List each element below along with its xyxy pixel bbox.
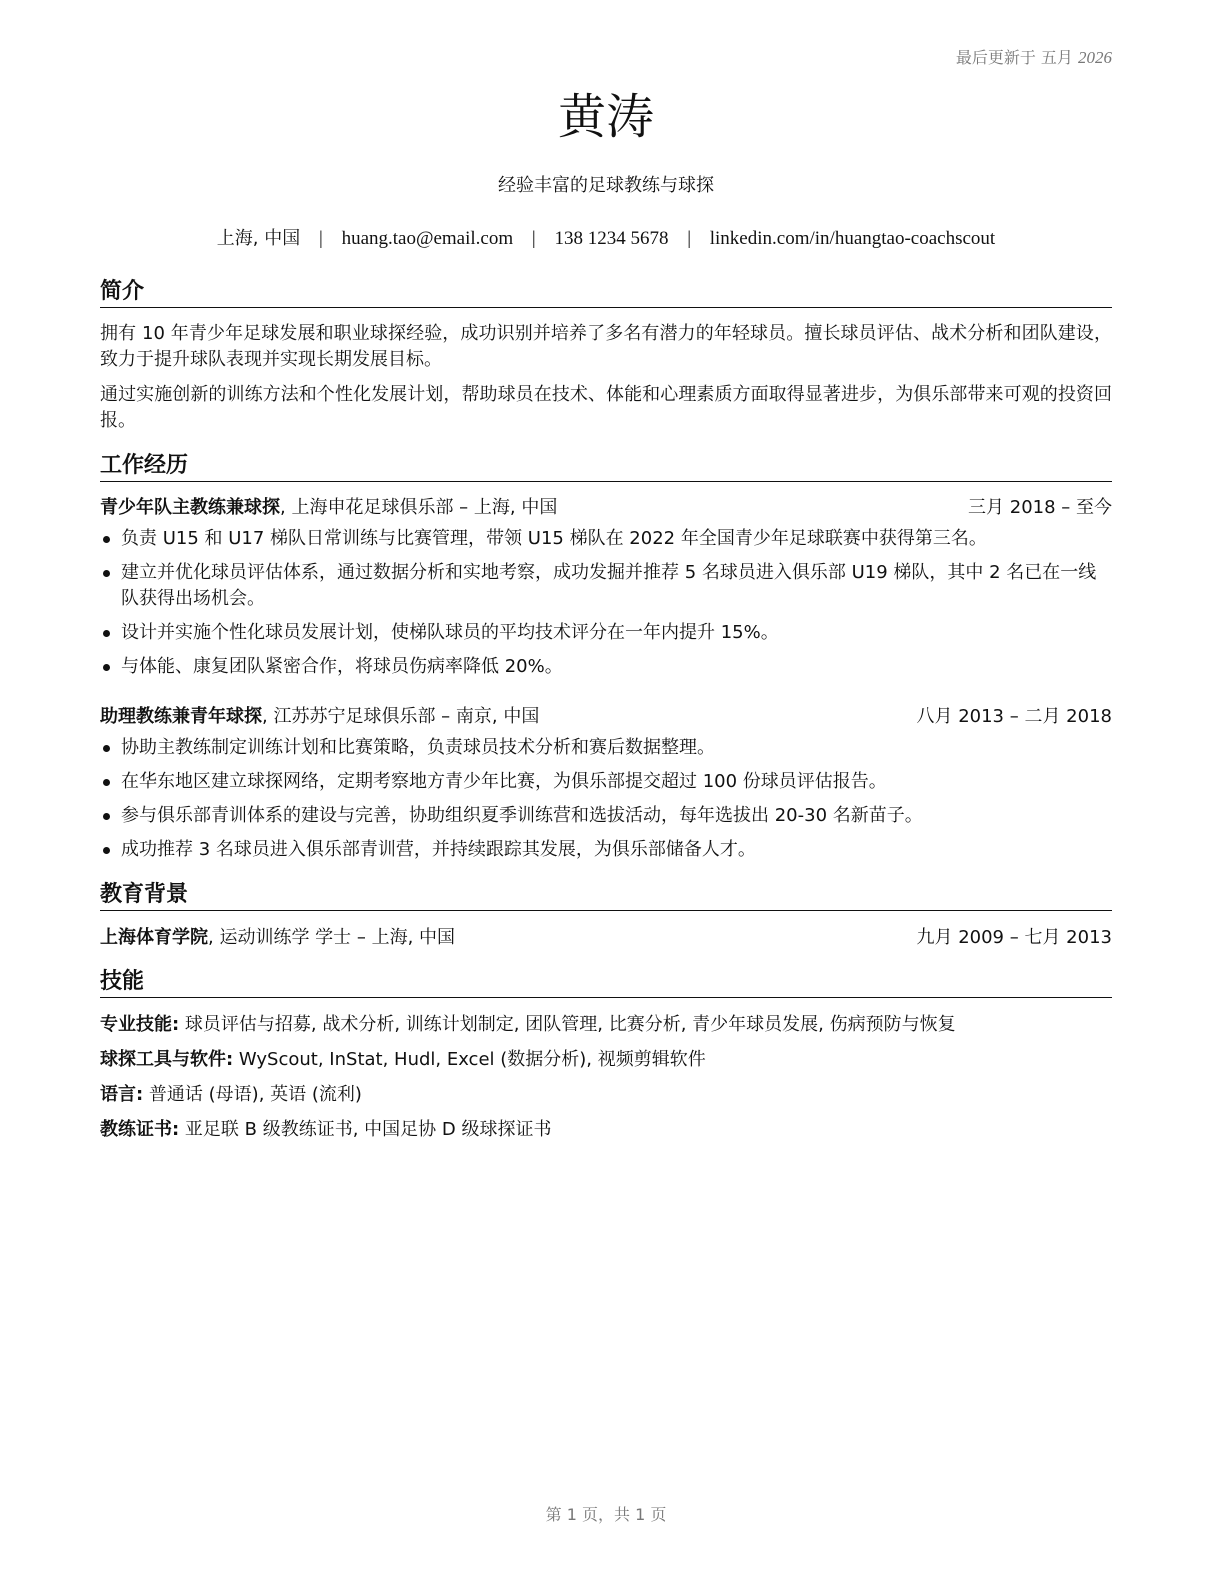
- skill-value: 球员评估与招募, 战术分析, 训练计划制定, 团队管理, 比赛分析, 青少年球员发展, 伤病预防与恢复: [179, 1014, 956, 1035]
- summary-paragraph: 通过实施创新的训练方法和个性化发展计划，帮助球员在技术、体能和心理素质方面取得显著进步，为俱乐部带来可观的投资回报。: [100, 384, 1112, 431]
- contact-email[interactable]: huang.tao@email.com: [341, 228, 514, 249]
- skill-line: [100, 1047, 1112, 1073]
- last-updated: [956, 45, 1112, 68]
- skill-label: 教练证书:: [100, 1119, 180, 1140]
- skill-value: 亚足联 B 级教练证书, 中国足协 D 级球探证书: [179, 1119, 552, 1140]
- contact-separator: |: [319, 228, 323, 249]
- job-role: 助理教练兼青年球探: [100, 706, 262, 727]
- list-item: 参与俱乐部青训体系的建设与完善，协助组织夏季训练营和选拔活动，每年选拔出 20-30 名新苗子。: [100, 803, 1112, 829]
- resume-page: [100, 0, 1112, 1584]
- candidate-name: 黄涛: [557, 89, 654, 145]
- contact-location: 上海, 中国: [216, 228, 301, 249]
- summary-paragraph: 拥有 10 年青少年足球发展和职业球探经验，成功识别并培养了多名有潜力的年轻球员。擅长球员评估、战术分析和团队建设，致力于提升球队表现并实现长期发展目标。: [100, 323, 1112, 370]
- job-dates: 八月 2013 – 二月 2018: [916, 706, 1112, 727]
- contact-separator: |: [531, 228, 536, 249]
- list-item: 负责 U15 和 U17 梯队日常训练与比赛管理，带领 U15 梯队在 2022 年全国青少年足球联赛中获得第三名。: [100, 526, 1112, 552]
- job-organization: , 江苏苏宁足球俱乐部 – 南京, 中国: [262, 706, 540, 727]
- list-item: 成功推荐 3 名球员进入俱乐部青训营，并持续跟踪其发展，为俱乐部储备人才。: [100, 837, 1112, 863]
- section-title-education: 教育背景: [100, 881, 1112, 911]
- education-detail: , 运动训练学 学士 – 上海, 中国: [208, 927, 456, 948]
- contact-linkedin[interactable]: linkedin.com/in/huangtao-coachscout: [709, 228, 996, 249]
- list-item: 协助主教练制定训练计划和比赛策略，负责球员技术分析和赛后数据整理。: [100, 735, 1112, 761]
- list-item: 建立并优化球员评估体系，通过数据分析和实地考察，成功发掘并推荐 5 名球员进入俱乐部 U19 梯队，其中 2 名已在一线队获得出场机会。: [100, 560, 1112, 612]
- skill-value: 普通话 (母语), 英语 (流利): [143, 1084, 362, 1105]
- list-item: 在华东地区建立球探网络，定期考察地方青少年比赛，为俱乐部提交超过 100 份球员评估报告。: [100, 769, 1112, 795]
- contact-separator: |: [687, 228, 691, 249]
- list-item: 与体能、康复团队紧密合作，将球员伤病率降低 20%。: [100, 654, 1112, 680]
- job-bullet-list: [100, 526, 1112, 688]
- candidate-subtitle: 经验丰富的足球教练与球探: [498, 175, 714, 196]
- job-bullet-list: [100, 735, 1112, 871]
- skill-value: WyScout, InStat, Hudl, Excel (数据分析), 视频剪辑软件: [233, 1049, 706, 1070]
- contact-line: [100, 224, 1112, 250]
- section-title-skills: 技能: [100, 968, 1112, 998]
- job-header: [100, 704, 1112, 730]
- education-entry: [100, 925, 1112, 951]
- job-role: 青少年队主教练兼球探: [100, 497, 280, 518]
- education-school: 上海体育学院: [100, 927, 208, 948]
- section-title-summary: 简介: [100, 278, 1112, 308]
- job-organization: , 上海申花足球俱乐部 – 上海, 中国: [280, 497, 558, 518]
- skill-line: [100, 1117, 1112, 1143]
- page-footer: 第 1 页，共 1 页: [545, 1505, 667, 1524]
- skill-line: [100, 1082, 1112, 1108]
- job-header: [100, 495, 1112, 521]
- contact-phone: 138 1234 5678: [554, 228, 669, 249]
- skill-line: [100, 1012, 1112, 1038]
- job-dates: 三月 2018 – 至今: [968, 497, 1112, 518]
- skill-label: 语言:: [100, 1084, 144, 1105]
- list-item: 设计并实施个性化球员发展计划，使梯队球员的平均技术评分在一年内提升 15%。: [100, 620, 1112, 646]
- skill-label: 球探工具与软件:: [100, 1049, 234, 1070]
- skill-label: 专业技能:: [100, 1014, 180, 1035]
- last-updated-year: 2026: [1078, 48, 1112, 67]
- section-title-experience: 工作经历: [100, 452, 1112, 482]
- last-updated-label: 最后更新于 五月: [955, 48, 1073, 67]
- education-dates: 九月 2009 – 七月 2013: [916, 927, 1112, 948]
